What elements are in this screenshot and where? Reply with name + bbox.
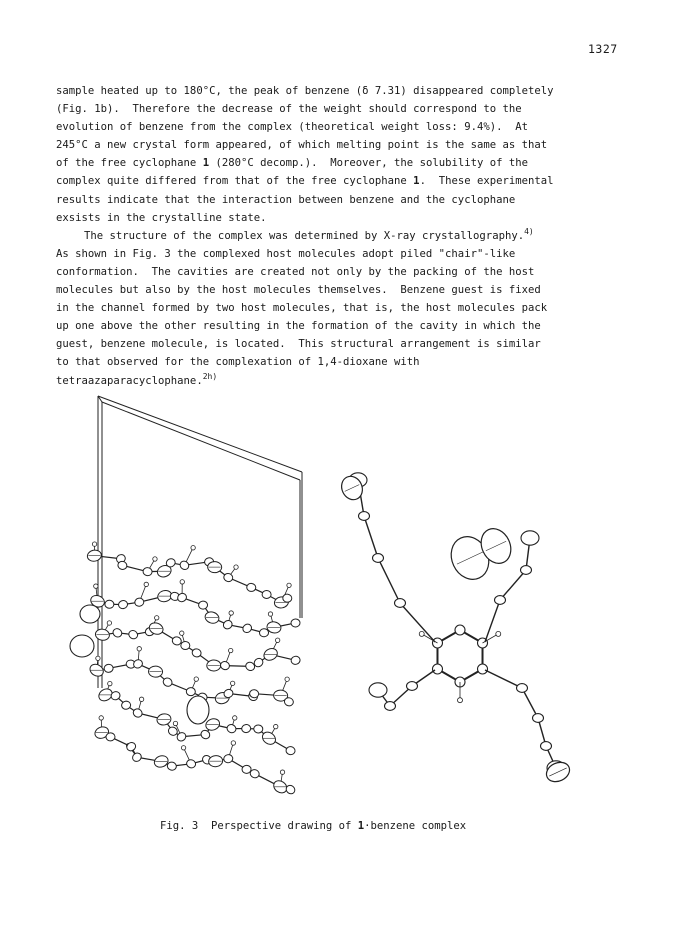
- text-line: results indicate that the interaction between benzene and the cyclophane: [56, 193, 516, 206]
- atom-ellipsoid: [262, 590, 271, 598]
- reference-superscript: 4): [524, 226, 534, 236]
- atom-ellipsoid: [104, 664, 114, 673]
- atom-ellipsoid: [533, 714, 544, 723]
- crystal-structure-figure: [60, 388, 620, 818]
- text-line: up one above the other resulting in the formation of the cavity in which the: [56, 320, 541, 333]
- compound-ref: 1: [202, 157, 210, 170]
- hydrogen-atom: [137, 647, 141, 651]
- atom-ellipsoid: [521, 531, 539, 545]
- hydrogen-atom: [280, 770, 284, 774]
- hydrogen-atom: [268, 612, 272, 616]
- body-text: [56, 82, 636, 390]
- atom-ellipsoid: [111, 627, 123, 639]
- atom-ellipsoid: [517, 684, 528, 693]
- text-line: exsists in the crystalline state.: [56, 211, 267, 224]
- hydrogen-atom: [419, 631, 424, 636]
- atom-ellipsoid: [241, 724, 251, 733]
- atom-ellipsoid: [254, 725, 263, 733]
- atom-ellipsoid: [373, 554, 384, 563]
- atom-ellipsoid: [178, 559, 190, 571]
- compound-ref: 1: [357, 820, 365, 832]
- hydrogen-atom: [234, 565, 238, 569]
- atom-ellipsoid: [541, 742, 552, 751]
- page-number: 1327: [588, 42, 618, 56]
- text-line: tetraazaparacyclophane.$^{2h)}$: [56, 371, 218, 387]
- atom-ellipsoid: [187, 696, 209, 724]
- text-line: evolution of benzene from the complex (theoretical weight loss: 9.4%). At: [56, 121, 528, 134]
- hydrogen-atom: [191, 546, 195, 550]
- bond: [364, 516, 378, 558]
- hydrogen-atom: [173, 721, 177, 725]
- atom-ellipsoid: [290, 655, 301, 665]
- atom-ellipsoid: [241, 622, 253, 634]
- text-line: (Fig. 1b). Therefore the decrease of the weight should correspond to the: [56, 103, 522, 116]
- compound-ref: 1: [413, 175, 420, 188]
- atom-ellipsoid: [191, 648, 202, 658]
- hydrogen-atom: [94, 584, 98, 588]
- atom-ellipsoid: [181, 642, 190, 650]
- hydrogen-atom: [230, 681, 234, 685]
- reference-superscript: 2h): [202, 371, 218, 381]
- atom-ellipsoid: [199, 729, 211, 741]
- atom-ellipsoid: [226, 723, 237, 734]
- bond: [400, 603, 435, 642]
- hydrogen-atom: [92, 542, 96, 546]
- hydrogen-atom: [153, 557, 157, 561]
- hydrogen-atom: [194, 677, 198, 681]
- hydrogen-atom: [155, 616, 159, 620]
- atom-ellipsoid: [131, 751, 143, 763]
- molecular-drawing: [60, 388, 620, 818]
- carbon-atom: [432, 664, 442, 674]
- atom-ellipsoid: [359, 512, 370, 521]
- hydrogen-atom: [233, 716, 237, 720]
- hydrogen-atom: [285, 677, 289, 681]
- atom-ellipsoid: [118, 599, 129, 609]
- hydrogen-atom: [139, 697, 143, 701]
- hydrogen-atom: [180, 580, 184, 584]
- atom-ellipsoid: [291, 619, 301, 628]
- text-line: As shown in Fig. 3 the complexed host molecules adopt piled "chair"-like: [56, 247, 516, 260]
- atom-ellipsoid: [385, 702, 396, 711]
- atom-ellipsoid: [219, 660, 230, 670]
- hydrogen-atom: [96, 656, 100, 660]
- hydrogen-atom: [108, 681, 112, 685]
- atom-ellipsoid: [369, 683, 387, 697]
- carbon-atom: [478, 664, 488, 674]
- atom-ellipsoid: [132, 658, 144, 669]
- text-line: of the free cyclophane 1 (280°C decomp.). Moreover, the solubility of the: [56, 157, 528, 170]
- hydrogen-atom: [496, 631, 501, 636]
- hydrogen-atom: [458, 698, 463, 703]
- text-line: to that observed for the complexation of 1,4-dioxane with: [56, 356, 420, 369]
- text-line: conformation. The cavities are created not only by the packing of the host: [56, 265, 535, 278]
- atom-ellipsoid: [186, 687, 195, 695]
- atom-ellipsoid: [198, 601, 208, 610]
- hydrogen-atom: [181, 746, 185, 750]
- atom-ellipsoid: [407, 682, 418, 691]
- atom-ellipsoid: [125, 741, 137, 752]
- hydrogen-atom: [144, 582, 148, 586]
- figure-caption: Fig. 3 Perspective drawing of 1·benzene complex: [160, 820, 467, 832]
- atom-ellipsoid: [143, 567, 153, 576]
- atom-ellipsoid: [132, 707, 144, 718]
- text-line: complex quite differed from that of the free cyclophane 1. These experimental: [56, 175, 554, 188]
- atom-ellipsoid: [105, 600, 114, 608]
- hydrogen-atom: [180, 631, 184, 635]
- atom-ellipsoid: [495, 596, 506, 605]
- bond: [378, 558, 400, 603]
- atom-ellipsoid: [395, 599, 406, 608]
- hydrogen-atom: [231, 741, 235, 745]
- single-complex-molecule: [338, 473, 573, 785]
- text-line: molecules but also by the host molecules themselves. Benzene guest is fixed: [56, 284, 541, 297]
- hydrogen-atom: [229, 611, 233, 615]
- hydrogen-atom: [287, 583, 291, 587]
- bond: [485, 670, 522, 688]
- text-line: guest, benzene molecule, is located. This structural arrangement is similar: [56, 338, 541, 351]
- hydrogen-atom: [275, 638, 279, 642]
- bond: [500, 570, 526, 600]
- unit-cell-outline: [98, 396, 302, 688]
- hydrogen-atom: [228, 648, 232, 652]
- atom-ellipsoid: [286, 746, 296, 755]
- atom-ellipsoid: [127, 629, 139, 641]
- hydrogen-atom: [274, 724, 278, 728]
- hydrogen-atom: [107, 621, 111, 625]
- atom-ellipsoid: [222, 619, 234, 631]
- text-line: sample heated up to 180°C, the peak of benzene (δ 7.31) disappeared completely: [56, 85, 554, 97]
- atom-ellipsoid: [223, 754, 234, 764]
- atom-ellipsoid: [521, 566, 532, 575]
- text-line: The structure of the complex was determined by X-ray crystallography.$^{4)}$: [84, 226, 534, 242]
- atom-ellipsoid: [246, 583, 256, 592]
- text-line: 245°C a new crystal form appeared, of which melting point is the same as that: [56, 139, 548, 152]
- atom-ellipsoid: [134, 597, 144, 607]
- atom-ellipsoid: [80, 605, 100, 623]
- atom-ellipsoid: [185, 758, 196, 769]
- packed-host-molecules: [70, 542, 301, 796]
- hydrogen-atom: [99, 716, 103, 720]
- text-line: in the channel formed by two host molecules, that is, the host molecules pack: [56, 302, 548, 315]
- carbon-atom: [455, 625, 465, 635]
- atom-ellipsoid: [106, 733, 116, 742]
- atom-ellipsoid: [70, 635, 94, 657]
